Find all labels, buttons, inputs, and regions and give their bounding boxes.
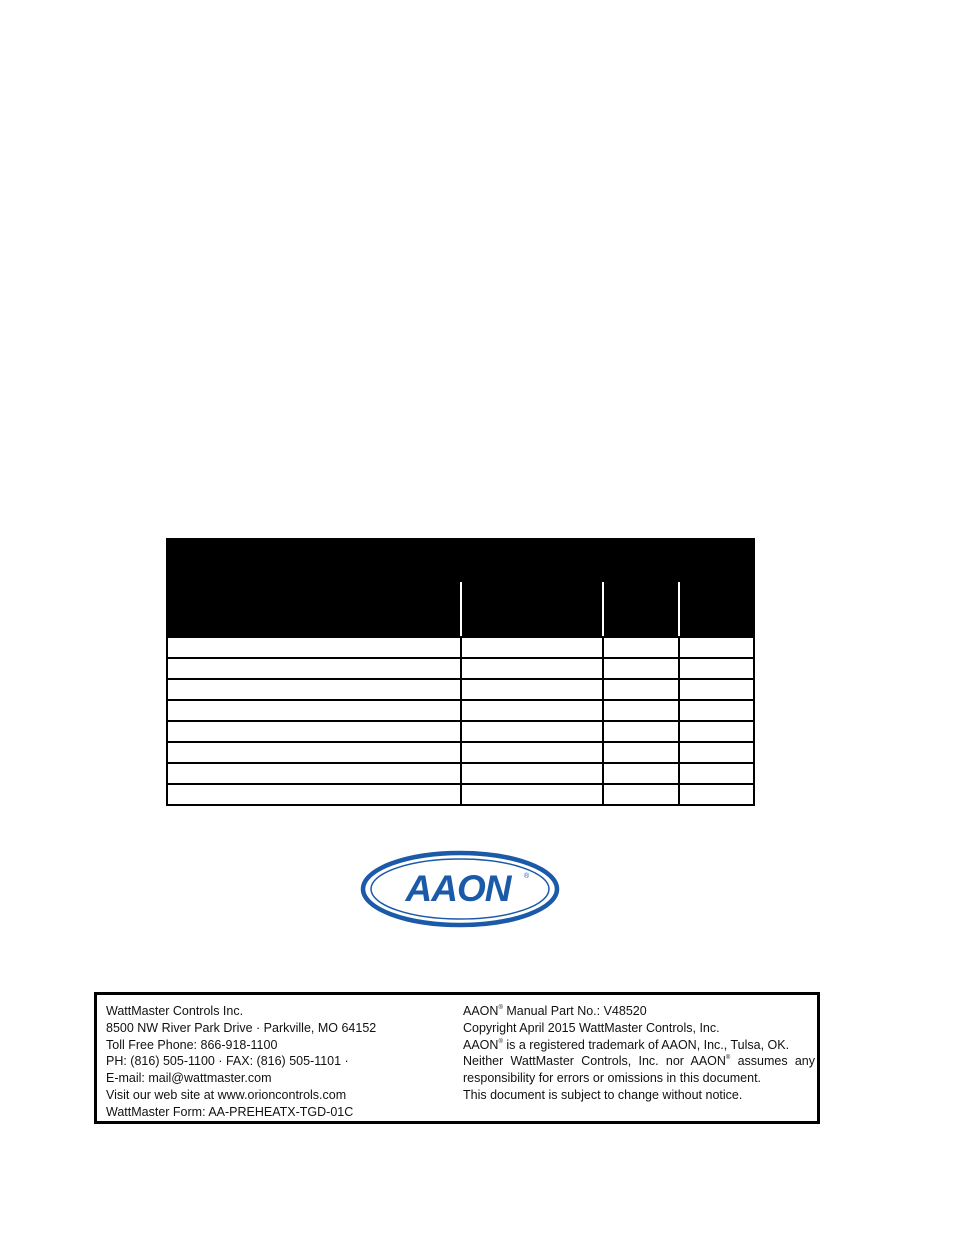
company-address: 8500 NW River Park Drive · Parkville, MO 64152	[106, 1020, 377, 1035]
website: Visit our web site at www.orioncontrols.com	[106, 1087, 347, 1102]
table-cell	[167, 763, 461, 784]
disclaimer-text-end: assumes any	[730, 1054, 816, 1069]
table-row	[167, 721, 754, 742]
footer-contact-column	[106, 1003, 451, 1121]
revision-table-header	[679, 581, 754, 637]
footer-box	[94, 992, 820, 1124]
phone-fax: PH: (816) 505-1100 · FAX: (816) 505-1101 ·	[106, 1054, 349, 1069]
footer-legal-column	[463, 1003, 815, 1104]
table-cell	[603, 721, 679, 742]
table-cell	[461, 679, 603, 700]
table-cell	[603, 763, 679, 784]
table-row	[167, 658, 754, 679]
change-notice: This document is subject to change without notice.	[463, 1087, 743, 1102]
email-address: E-mail: mail@wattmaster.com	[106, 1071, 272, 1086]
table-cell	[679, 679, 754, 700]
table-cell	[603, 742, 679, 763]
table-cell	[461, 721, 603, 742]
table-cell	[603, 679, 679, 700]
table-cell	[461, 700, 603, 721]
table-row	[167, 784, 754, 805]
revision-table-header	[461, 581, 603, 637]
table-row	[167, 679, 754, 700]
table-cell	[603, 700, 679, 721]
brand-text: AAON	[463, 1004, 499, 1018]
table-cell	[167, 658, 461, 679]
registered-mark: ®	[498, 1038, 503, 1045]
disclaimer-text: Neither WattMaster Controls, Inc. nor AAON	[463, 1054, 726, 1069]
responsibility-text: responsibility for errors or omissions in this document.	[463, 1071, 762, 1086]
table-cell	[679, 700, 754, 721]
table-cell	[167, 700, 461, 721]
table-cell	[603, 658, 679, 679]
table-cell	[167, 742, 461, 763]
table-cell	[679, 784, 754, 805]
table-cell	[679, 742, 754, 763]
aaon-logo-wordmark: AAON	[405, 868, 511, 909]
table-cell	[461, 763, 603, 784]
revision-table-header-row	[167, 581, 754, 637]
table-cell	[679, 637, 754, 658]
table-cell	[167, 784, 461, 805]
table-cell	[679, 763, 754, 784]
copyright: Copyright April 2015 WattMaster Controls, Inc.	[463, 1020, 720, 1035]
revision-table-header	[603, 581, 679, 637]
table-cell	[167, 679, 461, 700]
table-cell	[461, 637, 603, 658]
aaon-logo	[360, 850, 560, 928]
table-row	[167, 763, 754, 784]
table-cell	[167, 721, 461, 742]
table-cell	[167, 637, 461, 658]
table-cell	[461, 658, 603, 679]
aaon-logo-registered-mark: ®	[524, 873, 530, 880]
table-cell	[679, 658, 754, 679]
form-number: WattMaster Form: AA-PREHEATX-TGD-01C	[106, 1104, 354, 1119]
toll-free-phone: Toll Free Phone: 866-918-1100	[106, 1037, 278, 1052]
table-cell	[603, 637, 679, 658]
table-row	[167, 742, 754, 763]
liability-disclaimer	[463, 1053, 815, 1070]
registered-mark: ®	[498, 1005, 503, 1011]
brand-text: AAON	[463, 1037, 499, 1052]
table-cell	[679, 721, 754, 742]
table-cell	[603, 784, 679, 805]
part-number-text: Manual Part No.: V48520	[502, 1004, 647, 1018]
trademark-text: is a registered trademark of AAON, Inc., Tulsa, OK.	[502, 1037, 790, 1052]
manual-part-number	[463, 1003, 815, 1020]
table-row	[167, 700, 754, 721]
table-cell	[461, 742, 603, 763]
revision-table	[166, 538, 755, 806]
table-cell	[461, 784, 603, 805]
revision-table-title-row	[167, 539, 754, 581]
revision-table-title	[167, 539, 754, 581]
company-name: WattMaster Controls Inc.	[106, 1004, 244, 1018]
trademark-notice	[463, 1037, 815, 1054]
registered-mark: ®	[725, 1055, 731, 1062]
revision-table-header	[167, 581, 461, 637]
table-row	[167, 637, 754, 658]
